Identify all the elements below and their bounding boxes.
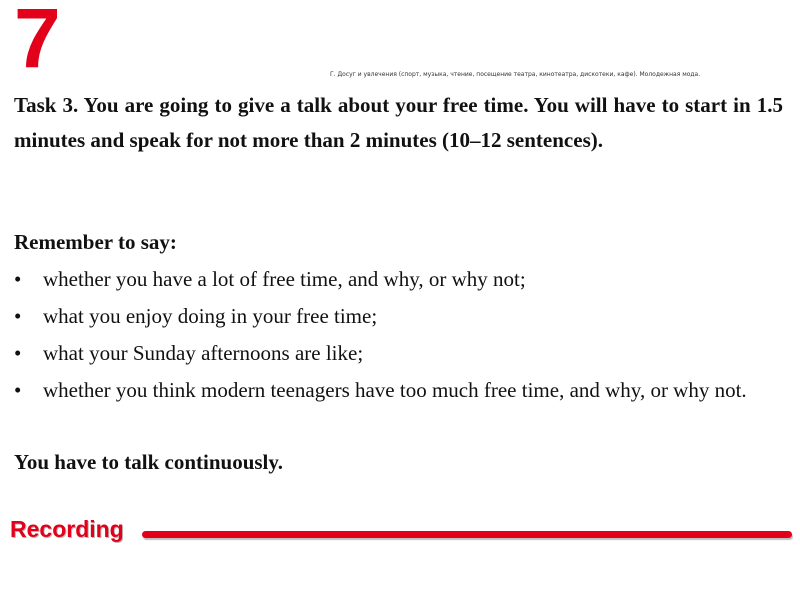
talking-point — [14, 300, 774, 333]
talking-point — [14, 263, 774, 296]
task-number: 7 — [14, 0, 61, 85]
talking-point-text: what you enjoy doing in your free time; — [43, 304, 378, 328]
talking-point — [14, 337, 774, 370]
talking-point-text: whether you think modern teenagers have too much free time, and why, or why not. — [43, 378, 747, 402]
talking-points-list — [14, 263, 774, 411]
talking-point-text: whether you have a lot of free time, and why, or why not; — [43, 267, 526, 291]
bullet-icon: • — [14, 304, 22, 328]
topic-caption: Г. Досуг и увлечения (спорт, музыка, чтение, посещение театра, кинотеатра, дискотеки, кафе). Молодежная мода. — [330, 71, 701, 78]
closing-instruction: You have to talk continuously. — [14, 450, 283, 474]
bullet-icon: • — [14, 341, 22, 365]
recording-progress-bar — [142, 531, 792, 538]
bullet-icon: • — [14, 267, 22, 291]
talking-point-text: what your Sunday afternoons are like; — [43, 341, 364, 365]
bullet-icon: • — [14, 378, 22, 402]
task-instructions: Task 3. You are going to give a talk about your free time. You will have to start in 1.5 minutes and speak for not more than 2 minutes (10–12 sentences). — [14, 93, 783, 152]
recording-label: Recording — [10, 516, 124, 542]
talking-point — [14, 374, 774, 407]
remember-heading: Remember to say: — [14, 230, 177, 254]
